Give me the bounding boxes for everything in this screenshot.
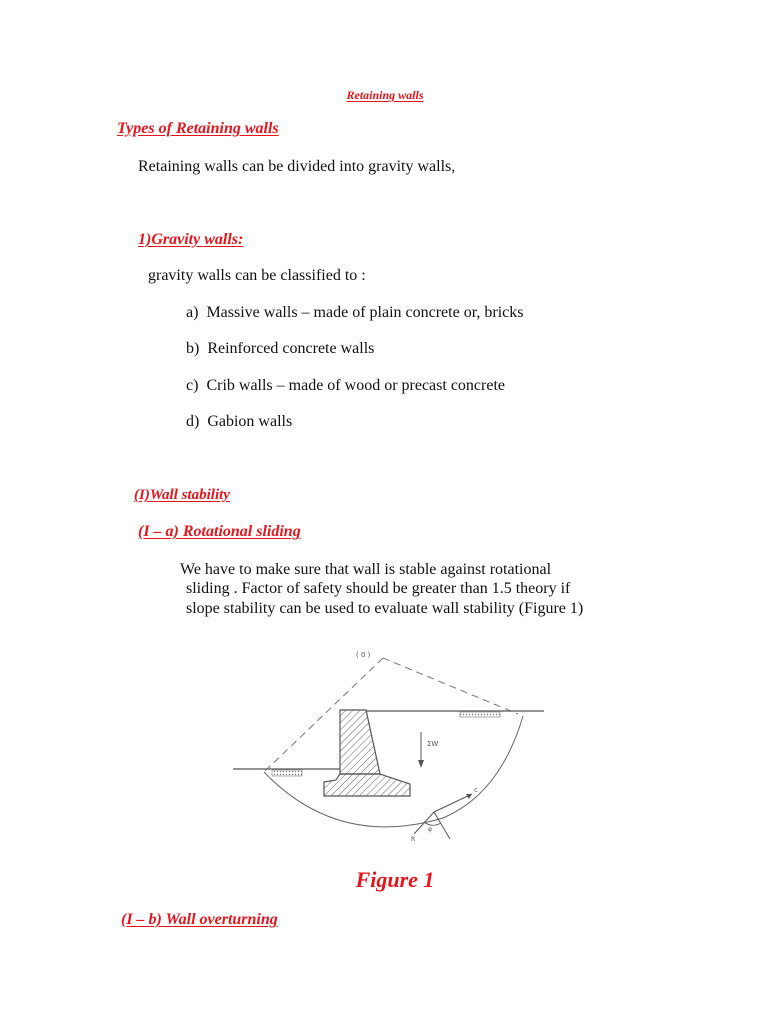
wall-overturning-heading: (I – b) Wall overturning: [121, 911, 278, 928]
rotational-sliding-heading: (I – a) Rotational sliding: [138, 523, 301, 540]
retaining-wall-figure: [228, 644, 550, 844]
list-item-text: Gabion walls: [207, 413, 293, 430]
list-item: [186, 377, 505, 395]
classify-text: gravity walls can be classified to :: [148, 267, 366, 284]
phi-label: φ: [428, 826, 432, 833]
list-marker: b): [186, 340, 200, 357]
wall-stability-heading: (I)Wall stability: [134, 487, 230, 503]
slip-surface-arc: [264, 716, 523, 827]
reaction-label: R: [411, 836, 416, 843]
cohesion-label: c: [474, 786, 478, 794]
list-item-text: Reinforced concrete walls: [207, 340, 375, 357]
gravity-walls-heading: 1)Gravity walls:: [138, 231, 244, 248]
list-item-text: Massive walls – made of plain concrete or, bricks: [206, 304, 524, 321]
soil-patch-right: [460, 712, 500, 717]
figure-caption: Figure 1: [355, 867, 435, 892]
slip-circle-radius-right: [383, 658, 518, 714]
document-title: Retaining walls: [346, 88, 424, 102]
center-label: ( 0 ): [356, 651, 371, 659]
soil-patch-left: [272, 770, 302, 776]
intro-text: Retaining walls can be divided into gravity walls,: [138, 158, 456, 175]
paragraph-line: slope stability can be used to evaluate wall stability (Figure 1): [186, 600, 584, 617]
list-marker: c): [186, 377, 199, 394]
weight-arrowhead: [418, 760, 424, 768]
cohesion-arrow-line: [434, 794, 472, 812]
wall-footing: [324, 774, 410, 796]
paragraph-line: We have to make sure that wall is stable against rotational: [180, 561, 552, 578]
paragraph-line: sliding . Factor of safety should be greater than 1.5 theory if: [186, 580, 571, 597]
list-marker: a): [186, 304, 199, 321]
list-item: [186, 304, 523, 322]
list-item: [186, 340, 374, 358]
wall-stem: [340, 710, 380, 774]
list-item: [186, 413, 292, 431]
list-item-text: Crib walls – made of wood or precast concrete: [206, 377, 505, 394]
list-marker: d): [186, 413, 200, 430]
types-heading: Types of Retaining walls: [117, 120, 279, 137]
weight-label: ΣW: [427, 740, 439, 748]
